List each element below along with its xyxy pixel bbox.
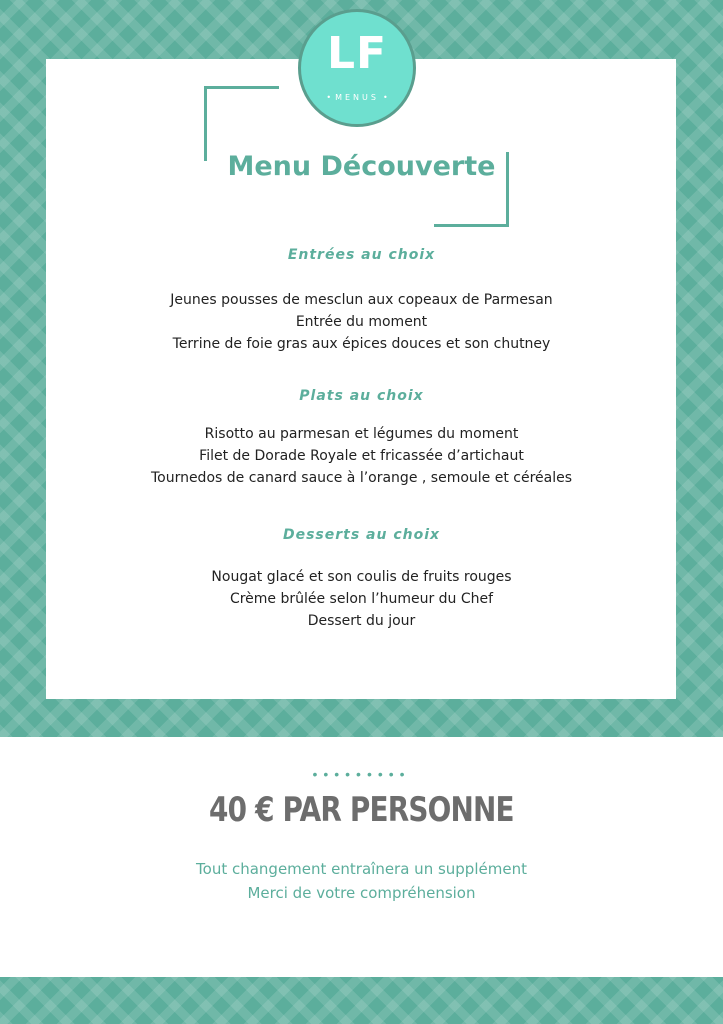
menu-item: Nougat glacé et son coulis de fruits rouges bbox=[211, 569, 512, 585]
menu-item: Entrée du moment bbox=[295, 314, 428, 330]
logo-dot-icon: • bbox=[326, 93, 332, 102]
section-title-entrees: Entrées au choix bbox=[287, 247, 436, 263]
logo-badge bbox=[298, 9, 416, 127]
logo-subtitle-row bbox=[301, 93, 413, 103]
logo-dot-icon: • bbox=[382, 93, 388, 102]
menu-item: Tournedos de canard sauce à l’orange , semoule et céréales bbox=[150, 470, 573, 486]
logo-subtitle: MENUS bbox=[335, 93, 379, 102]
menu-item: Terrine de foie gras aux épices douces et son chutney bbox=[172, 336, 551, 352]
menu-item: Risotto au parmesan et légumes du moment bbox=[204, 426, 519, 442]
menu-item: Crème brûlée selon l’humeur du Chef bbox=[229, 591, 494, 607]
price-label: 40 € PAR PERSONNE bbox=[209, 790, 514, 830]
menu-title: Menu Découverte bbox=[227, 151, 496, 182]
section-items-plats bbox=[0, 423, 723, 489]
section-title-plats: Plats au choix bbox=[299, 388, 424, 404]
supplement-note: Tout changement entraînera un supplément bbox=[196, 860, 527, 878]
section-items-entrees bbox=[0, 289, 723, 355]
section-items-desserts bbox=[0, 566, 723, 632]
menu-item: Dessert du jour bbox=[307, 613, 416, 629]
section-title-desserts: Desserts au choix bbox=[282, 527, 441, 543]
menu-item: Filet de Dorade Royale et fricassée d’artichaut bbox=[199, 448, 524, 464]
thanks-note: Merci de votre compréhension bbox=[247, 884, 476, 902]
menu-item: Jeunes pousses de mesclun aux copeaux de Parmesan bbox=[170, 292, 553, 308]
background-pattern-bottom bbox=[0, 977, 723, 1024]
logo-letters: LF bbox=[326, 28, 388, 79]
divider-dots: ••••••••• bbox=[312, 766, 411, 782]
